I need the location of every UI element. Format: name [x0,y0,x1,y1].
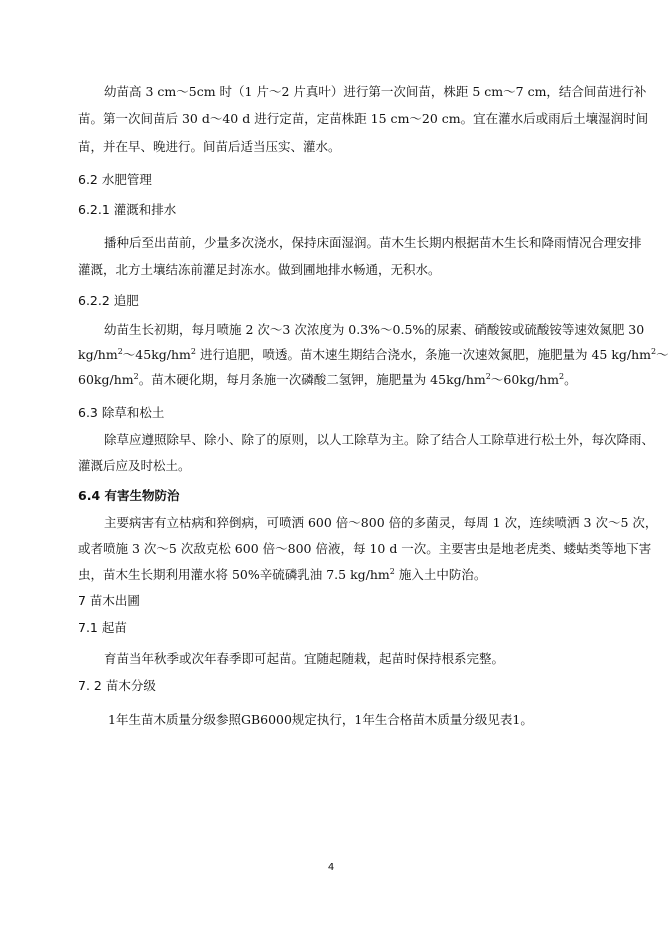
text-line: 主要病害有立枯病和猝倒病，可喷洒 600 倍～800 倍的多菌灵，每周 1 次，连续喷洒 3 次～5 次， [104,515,658,530]
text-line: 苗，并在早、晚进行。间苗后适当压实、灌水。 [78,139,341,154]
heading-6-3: 6.3 除草和松土 [78,405,165,420]
text-line: 虫，苗木生长期利用灌水将 50%辛硫磷乳油 7.5 $kg/hm^2$ 施入土中防治。 [78,566,487,582]
heading-7: 7 苗木出圃 [78,593,140,608]
paragraph-grading: 1年生苗木质量分级参照GB6000规定执行，1年生合格苗木质量分级见表1。 [108,712,533,727]
text-line: $kg/hm^2\sim 45kg/hm^2$ 进行追肥，喷透。苗木速生期结合浇水，条施一次速效氮肥，施肥量为 45 $kg/hm^2\sim$ [78,346,669,362]
text-line: $60kg/hm^2$。苗木硬化期，每月条施一次磷酸二氢钾，施肥量为 $45kg/hm^2\sim 60kg/hm^2$。 [78,371,577,387]
heading-6-2-1: 6.2.1 灌溉和排水 [78,202,177,217]
heading-7-1: 7.1 起苗 [78,620,127,635]
text-line: 苗。第一次间苗后 30 d～40 d 进行定苗，定苗株距 15 cm～20 cm。宜在灌水后或雨后土壤湿润时间 [78,111,649,126]
page-number: 4 [327,862,335,873]
heading-6-2: 6.2 水肥管理 [78,172,152,187]
text-line: 灌溉后应及时松土。 [78,458,191,473]
text-line: 灌溉，北方土壤结冻前灌足封冻水。做到圃地排水畅通，无积水。 [78,262,441,277]
heading-7-2: 7. 2 苗木分级 [78,678,156,693]
text-line: 除草应遵照除早、除小、除了的原则，以人工除草为主。除了结合人工除草进行松土外，每次降雨、 [104,432,655,447]
text-line: 幼苗高 3 cm～5cm 时（1 片～2 片真叶）进行第一次间苗，株距 5 cm～7 cm，结合间苗进行补 [104,84,647,99]
heading-6-4: 6.4 有害生物防治 [78,488,180,503]
text-line: 幼苗生长初期，每月喷施 2 次～3 次浓度为 0.3%～0.5%的尿素、硝酸铵或硫酸铵等速效氮肥 30 [104,322,645,337]
text-line: 播种后至出苗前，少量多次浇水，保持床面湿润。苗木生长期内根据苗木生长和降雨情况合理安排 [104,235,642,250]
heading-6-2-2: 6.2.2 追肥 [78,293,139,308]
paragraph-lifting: 育苗当年秋季或次年春季即可起苗。宜随起随栽，起苗时保持根系完整。 [104,651,505,666]
text-line: 或者喷施 3 次～5 次敌克松 600 倍～800 倍液，每 10 d 一次。主要害虫是地老虎类、蝼蛄类等地下害 [78,541,652,556]
